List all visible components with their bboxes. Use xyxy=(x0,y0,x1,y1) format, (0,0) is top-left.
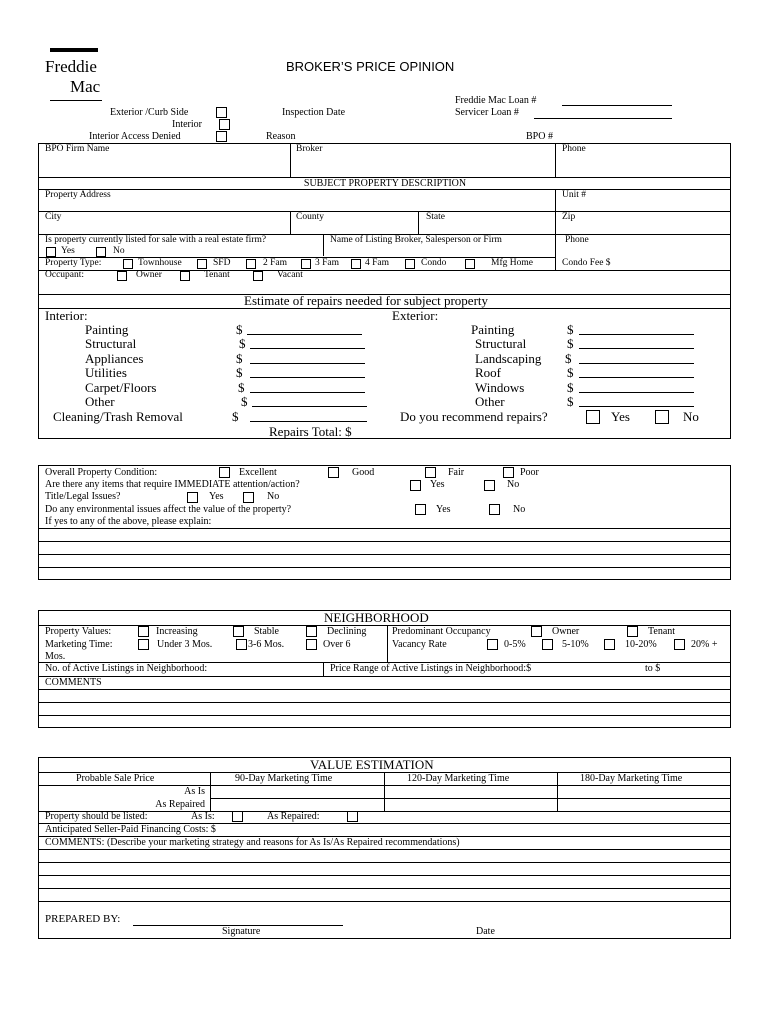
dollar-sign: $ xyxy=(236,322,243,337)
occupancy-label: Predominant Occupancy xyxy=(392,626,491,637)
listing-broker-label: Name of Listing Broker, Salesperson or Firm xyxy=(330,235,502,245)
listed-as-label: Property should be listed: xyxy=(45,811,148,822)
occupant-tenant-label: Tenant xyxy=(204,270,230,280)
interior-structural-field[interactable] xyxy=(250,348,365,349)
dollar-sign: $ xyxy=(567,380,574,395)
condition-excellent-label: Excellent xyxy=(239,467,277,478)
occupancy-tenant-label: Tenant xyxy=(648,626,676,637)
exterior-other-field[interactable] xyxy=(579,406,694,407)
title-yes-checkbox[interactable] xyxy=(187,492,198,503)
dollar-sign: $ xyxy=(565,351,572,366)
exterior-landscaping-field[interactable] xyxy=(579,363,694,364)
dollar-sign: $ xyxy=(567,322,574,337)
reason-label: Reason xyxy=(266,131,296,142)
environmental-no-label: No xyxy=(513,504,526,515)
logo-bar xyxy=(50,48,98,52)
values-stable-checkbox[interactable] xyxy=(233,626,244,637)
occupancy-owner-label: Owner xyxy=(552,626,580,637)
repairs-interior-label: Interior: xyxy=(45,308,88,323)
immediate-no-checkbox[interactable] xyxy=(484,480,495,491)
marketing-under3-label: Under 3 Mos. xyxy=(157,639,213,650)
interior-access-denied-checkbox[interactable] xyxy=(216,131,227,142)
subject-heading: SUBJECT PROPERTY DESCRIPTION xyxy=(303,178,467,189)
value-comments-label: COMMENTS: (Describe your marketing strategy and reasons for As Is/As Repaired recommendations) xyxy=(45,837,460,848)
occupant-owner-checkbox[interactable] xyxy=(117,271,127,281)
marketing-over6-checkbox[interactable] xyxy=(306,639,317,650)
marketing-over6-label: Over 6 xyxy=(323,639,351,650)
type-townhouse-label: Townhouse xyxy=(138,258,182,268)
listed-no-label: No xyxy=(113,246,125,256)
occupancy-owner-checkbox[interactable] xyxy=(531,626,542,637)
listed-as-repaired-label: As Repaired: xyxy=(267,811,320,822)
dollar-sign: $ xyxy=(236,351,243,366)
values-stable-label: Stable xyxy=(254,626,279,637)
immediate-yes-checkbox[interactable] xyxy=(410,480,421,491)
property-address-label: Property Address xyxy=(45,190,111,200)
interior-carpet-field[interactable] xyxy=(250,392,365,393)
marketing-3to6-label: 3-6 Mos. xyxy=(248,639,285,650)
occupancy-tenant-checkbox[interactable] xyxy=(627,626,638,637)
occupant-tenant-checkbox[interactable] xyxy=(180,271,190,281)
condition-poor-label: Poor xyxy=(520,467,539,478)
col-120-day-header: 120-Day Marketing Time xyxy=(407,773,510,784)
vacancy-20plus-checkbox[interactable] xyxy=(674,639,685,650)
repairs-exterior-label: Exterior: xyxy=(392,308,439,323)
interior-painting-label: Painting xyxy=(85,322,129,337)
exterior-windows-label: Windows xyxy=(475,380,525,395)
vacancy-5-10-label: 5-10% xyxy=(562,639,589,650)
interior-checkbox[interactable] xyxy=(219,119,230,130)
listed-yes-checkbox[interactable] xyxy=(46,247,56,257)
condition-good-label: Good xyxy=(352,467,375,478)
occupant-vacant-checkbox[interactable] xyxy=(253,271,263,281)
type-2fam-checkbox[interactable] xyxy=(246,259,256,269)
environmental-question: Do any environmental issues affect the value of the property? xyxy=(45,504,292,515)
recommend-repairs-question: Do you recommend repairs? xyxy=(400,409,548,424)
signature-label: Signature xyxy=(222,926,261,937)
loan-number-field[interactable] xyxy=(562,105,672,106)
value-heading: VALUE ESTIMATION xyxy=(310,757,434,772)
firm-phone-label: Phone xyxy=(562,144,586,154)
values-declining-checkbox[interactable] xyxy=(306,626,317,637)
environmental-yes-checkbox[interactable] xyxy=(415,504,426,515)
col-90-day-header: 90-Day Marketing Time xyxy=(235,773,333,784)
listed-as-is-checkbox[interactable] xyxy=(232,811,243,822)
explain-label: If yes to any of the above, please explain: xyxy=(45,516,212,527)
values-increasing-checkbox[interactable] xyxy=(138,626,149,637)
active-listings-label: No. of Active Listings in Neighborhood: xyxy=(45,663,208,674)
bpo-number-label: BPO # xyxy=(526,131,553,142)
vacancy-rate-label: Vacancy Rate xyxy=(392,639,447,650)
exterior-curb-label: Exterior /Curb Side xyxy=(110,107,189,118)
vacancy-20plus-label: 20% + xyxy=(691,639,718,650)
title-no-label: No xyxy=(267,491,280,502)
zip-label: Zip xyxy=(562,212,576,222)
immediate-attention-question: Are there any items that require IMMEDIATE attention/action? xyxy=(45,479,300,490)
vacancy-0-5-checkbox[interactable] xyxy=(487,639,498,650)
dollar-sign: $ xyxy=(567,394,574,409)
type-condo-checkbox[interactable] xyxy=(405,259,415,269)
state-label: State xyxy=(426,212,445,222)
financing-costs-label: Anticipated Seller-Paid Financing Costs: $ xyxy=(45,824,216,835)
interior-access-denied-label: Interior Access Denied xyxy=(89,131,181,142)
bpo-firm-label: BPO Firm Name xyxy=(45,144,110,154)
cleaning-label: Cleaning/Trash Removal xyxy=(53,409,183,424)
marketing-under3-checkbox[interactable] xyxy=(138,639,149,650)
exterior-windows-field[interactable] xyxy=(579,392,694,393)
col-180-day-header: 180-Day Marketing Time xyxy=(580,773,683,784)
condition-fair-checkbox[interactable] xyxy=(425,467,436,478)
dollar-sign: $ xyxy=(567,365,574,380)
marketing-time-label: Marketing Time: xyxy=(45,639,113,650)
cleaning-field[interactable] xyxy=(250,421,367,422)
type-4fam-checkbox[interactable] xyxy=(351,259,361,269)
property-values-label: Property Values: xyxy=(45,626,112,637)
loan-number-label: Freddie Mac Loan # xyxy=(455,95,537,106)
exterior-roof-label: Roof xyxy=(475,365,501,380)
logo-line1: Freddie xyxy=(45,57,97,76)
exterior-landscaping-label: Landscaping xyxy=(475,351,542,366)
dollar-sign: $ xyxy=(236,365,243,380)
interior-utilities-field[interactable] xyxy=(250,377,365,378)
overall-condition-label: Overall Property Condition: xyxy=(45,467,158,478)
dollar-sign: $ xyxy=(238,380,245,395)
exterior-other-label: Other xyxy=(475,394,505,409)
dollar-sign: $ xyxy=(241,394,248,409)
listed-as-is-label: As Is: xyxy=(191,811,215,822)
vacancy-10-20-checkbox[interactable] xyxy=(604,639,615,650)
county-label: County xyxy=(296,212,324,222)
page-title: BROKER’S PRICE OPINION xyxy=(286,59,455,74)
exterior-painting-field[interactable] xyxy=(579,334,694,335)
exterior-structural-field[interactable] xyxy=(579,348,694,349)
exterior-roof-field[interactable] xyxy=(579,377,694,378)
logo-line2: Mac xyxy=(70,77,101,96)
row-as-repaired-label: As Repaired xyxy=(155,799,205,810)
recommend-no-label: No xyxy=(683,409,699,424)
values-increasing-label: Increasing xyxy=(156,626,198,637)
environmental-yes-label: Yes xyxy=(436,504,451,515)
interior-appliances-label: Appliances xyxy=(85,351,144,366)
interior-structural-label: Structural xyxy=(85,336,137,351)
exterior-curb-checkbox[interactable] xyxy=(216,107,227,118)
interior-painting-field[interactable] xyxy=(247,334,362,335)
title-no-checkbox[interactable] xyxy=(243,492,254,503)
type-3fam-label: 3 Fam xyxy=(315,258,340,268)
interior-appliances-field[interactable] xyxy=(250,363,365,364)
unit-label: Unit # xyxy=(562,190,587,200)
condition-good-checkbox[interactable] xyxy=(328,467,339,478)
recommend-no-checkbox[interactable] xyxy=(655,410,669,424)
occupant-owner-label: Owner xyxy=(136,270,162,280)
repairs-total-label: Repairs Total: $ xyxy=(269,424,352,439)
price-range-label: Price Range of Active Listings in Neighborhood:$ xyxy=(330,663,532,674)
price-range-to-label: to $ xyxy=(645,663,661,674)
city-label: City xyxy=(45,212,62,222)
immediate-no-label: No xyxy=(507,479,520,490)
interior-label: Interior xyxy=(172,119,202,130)
type-mfg-home-label: Mfg Home xyxy=(491,258,533,268)
title-yes-label: Yes xyxy=(209,491,224,502)
values-declining-label: Declining xyxy=(327,626,367,637)
listed-no-checkbox[interactable] xyxy=(96,247,106,257)
title-legal-question: Title/Legal Issues? xyxy=(45,491,121,502)
servicer-loan-label: Servicer Loan # xyxy=(455,107,519,118)
interior-utilities-label: Utilities xyxy=(85,365,127,380)
condition-fair-label: Fair xyxy=(448,467,465,478)
property-type-label: Property Type: xyxy=(45,258,102,268)
prepared-by-label: PREPARED BY: xyxy=(45,913,121,925)
recommend-yes-label: Yes xyxy=(611,409,630,424)
dollar-sign: $ xyxy=(239,336,246,351)
type-2fam-label: 2 Fam xyxy=(263,258,288,268)
inspection-date-label: Inspection Date xyxy=(282,107,346,118)
type-townhouse-checkbox[interactable] xyxy=(123,259,133,269)
listed-question: Is property currently listed for sale with a real estate firm? xyxy=(45,235,267,245)
listed-as-repaired-checkbox[interactable] xyxy=(347,811,358,822)
occupant-vacant-label: Vacant xyxy=(277,270,303,280)
vacancy-5-10-checkbox[interactable] xyxy=(542,639,553,650)
marketing-3to6-checkbox[interactable] xyxy=(236,639,247,650)
occupant-label: Occupant: xyxy=(45,270,85,280)
dollar-sign: $ xyxy=(567,336,574,351)
vacancy-10-20-label: 10-20% xyxy=(625,639,657,650)
type-sfd-label: SFD xyxy=(213,258,231,268)
vacancy-0-5-label: 0-5% xyxy=(504,639,526,650)
neighborhood-comments-label: COMMENTS xyxy=(45,677,102,688)
condition-poor-checkbox[interactable] xyxy=(503,467,514,478)
condo-fee-label: Condo Fee $ xyxy=(562,258,611,268)
broker-label: Broker xyxy=(296,144,323,154)
exterior-painting-label: Painting xyxy=(471,322,515,337)
type-3fam-checkbox[interactable] xyxy=(301,259,311,269)
type-mfg-home-checkbox[interactable] xyxy=(465,259,475,269)
interior-carpet-label: Carpet/Floors xyxy=(85,380,157,395)
logo-underline xyxy=(50,100,102,101)
servicer-loan-field[interactable] xyxy=(534,118,672,119)
dollar-sign: $ xyxy=(232,409,239,424)
interior-other-field[interactable] xyxy=(252,406,367,407)
type-sfd-checkbox[interactable] xyxy=(197,259,207,269)
probable-price-header: Probable Sale Price xyxy=(76,773,155,784)
immediate-yes-label: Yes xyxy=(430,479,445,490)
type-condo-label: Condo xyxy=(421,258,447,268)
listing-phone-label: Phone xyxy=(565,235,589,245)
environmental-no-checkbox[interactable] xyxy=(489,504,500,515)
row-as-is-label: As Is xyxy=(184,786,205,797)
condition-excellent-checkbox[interactable] xyxy=(219,467,230,478)
marketing-mos-label: Mos. xyxy=(45,651,66,662)
exterior-structural-label: Structural xyxy=(475,336,527,351)
type-4fam-label: 4 Fam xyxy=(365,258,390,268)
listed-yes-label: Yes xyxy=(61,246,75,256)
date-label: Date xyxy=(476,926,495,937)
recommend-yes-checkbox[interactable] xyxy=(586,410,600,424)
neighborhood-heading: NEIGHBORHOOD xyxy=(324,610,429,625)
repairs-heading: Estimate of repairs needed for subject property xyxy=(244,293,489,308)
interior-other-label: Other xyxy=(85,394,115,409)
